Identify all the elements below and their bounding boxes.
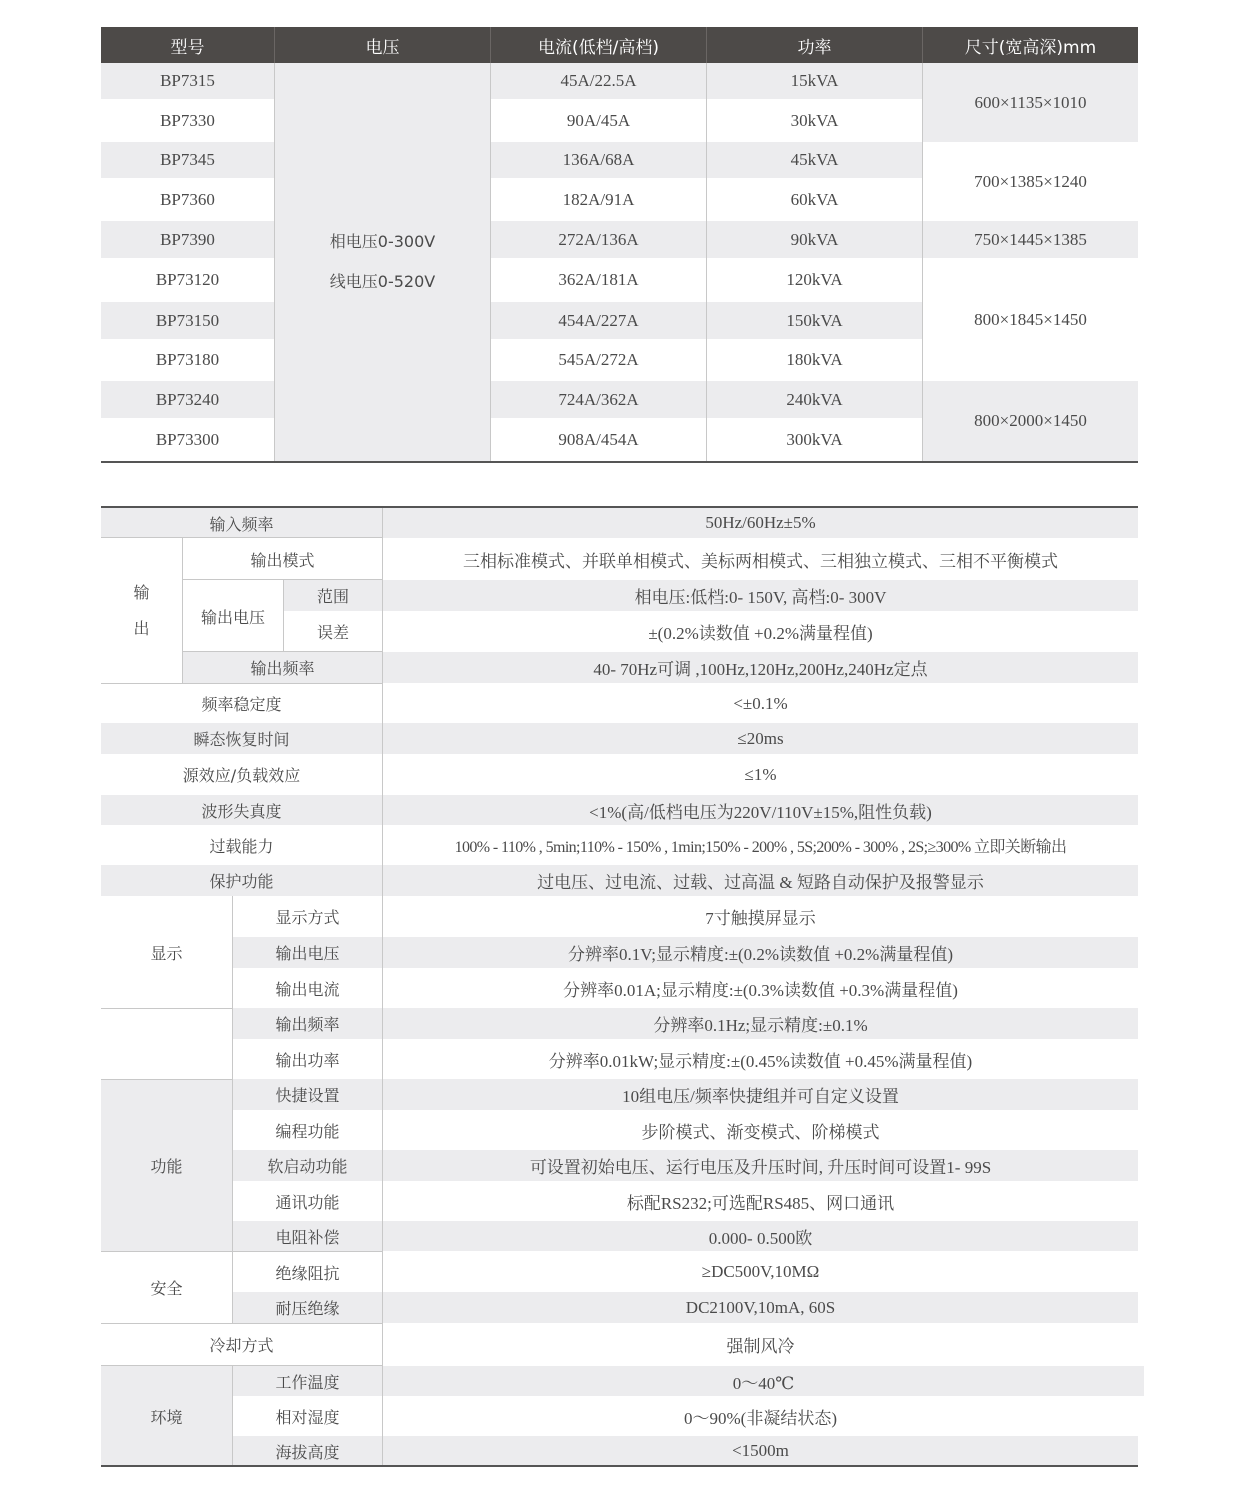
group-environment: 环境 [101,1366,232,1466]
value-range: 相电压:低档:0- 150V, 高档:0- 300V [383,580,1138,611]
header-current: 电流(低档/高档) [491,27,706,63]
group-function: 功能 [101,1079,232,1251]
value-humidity: 0～90%(非凝结状态) [383,1396,1138,1436]
size-cell: 800×1845×1450 [923,258,1138,381]
power-cell: 240kVA [707,381,922,418]
label-display-power: 输出功率 [233,1039,382,1079]
current-cell: 362A/181A [491,258,706,302]
model-cell: BP7390 [101,221,274,258]
size-cell: 800×2000×1450 [923,381,1138,461]
current-cell: 45A/22.5A [491,63,706,99]
model-cell: BP7345 [101,142,274,178]
value-altitude: <1500m [383,1436,1138,1466]
model-cell: BP7360 [101,178,274,221]
value-display-freq: 分辨率0.1Hz;显示精度:±0.1% [383,1008,1138,1039]
label-transient: 瞬态恢复时间 [101,723,382,754]
label-freq-stability: 频率稳定度 [101,684,382,723]
label-thd: 波形失真度 [101,795,382,825]
model-cell: BP73150 [101,302,274,339]
label-error: 误差 [284,611,382,652]
current-cell: 724A/362A [491,381,706,418]
label-display-current: 输出电流 [233,968,382,1008]
group-display-cont [101,1008,232,1079]
model-cell: BP7315 [101,63,274,99]
header-model: 型号 [101,27,274,63]
label-insulation: 绝缘阻抗 [233,1252,382,1292]
current-cell: 272A/136A [491,221,706,258]
phase-voltage: 相电压0-300V [329,232,436,251]
label-soft-start: 软启动功能 [233,1150,382,1181]
value-resistance-comp: 0.000- 0.500欧 [383,1221,1138,1251]
current-cell: 182A/91A [491,178,706,221]
label-cooling: 冷却方式 [101,1324,382,1365]
power-cell: 150kVA [707,302,922,339]
label-display-freq: 输出频率 [233,1008,382,1039]
label-source-load: 源效应/负载效应 [101,754,382,795]
group-output: 输 出 [101,538,182,683]
value-soft-start: 可设置初始电压、运行电压及升压时间, 升压时间可设置1- 99S [383,1150,1138,1181]
header-voltage: 电压 [275,27,490,63]
model-cell: BP73120 [101,258,274,302]
value-protection: 过电压、过电流、过载、过高温 & 短路自动保护及报警显示 [383,865,1138,896]
header-size: 尺寸(宽高深)mm [923,27,1138,63]
model-cell: BP7330 [101,99,274,142]
value-output-mode: 三相标准模式、并联单相模式、美标两相模式、三相独立模式、三相不平衡模式 [383,538,1138,580]
line-voltage: 线电压0-520V [329,272,436,291]
value-quick-set: 10组电压/频率快捷组并可自定义设置 [383,1079,1138,1110]
value-error: ±(0.2%读数值 +0.2%满量程值) [383,611,1138,652]
value-overload: 100% - 110% , 5min;110% - 150% , 1min;150% - 200% , 5S;200% - 300% , 2S;≥300% 立即关断输出 [383,825,1138,865]
voltage-cell [275,63,490,461]
power-cell: 15kVA [707,63,922,99]
label-humidity: 相对湿度 [233,1396,382,1436]
power-cell: 30kVA [707,99,922,142]
label-withstand: 耐压绝缘 [233,1292,382,1323]
value-output-freq: 40- 70Hz可调 ,100Hz,120Hz,200Hz,240Hz定点 [383,652,1138,683]
power-cell: 60kVA [707,178,922,221]
table-bottom-rule [101,461,1138,463]
power-cell: 45kVA [707,142,922,178]
label-operating-temp: 工作温度 [233,1366,382,1396]
model-cell: BP73300 [101,418,274,461]
value-withstand: DC2100V,10mA, 60S [383,1292,1138,1323]
value-source-load: ≤1% [383,754,1138,795]
power-cell: 90kVA [707,221,922,258]
value-display-power: 分辨率0.01kW;显示精度:±(0.45%读数值 +0.45%满量程值) [383,1039,1138,1079]
value-display-current: 分辨率0.01A;显示精度:±(0.3%读数值 +0.3%满量程值) [383,968,1138,1008]
size-cell: 750×1445×1385 [923,221,1138,258]
label-resistance-comp: 电阻补偿 [233,1221,382,1251]
value-thd: <1%(高/低档电压为220V/110V±15%,阻性负载) [383,795,1138,825]
label-display-voltage: 输出电压 [233,937,382,968]
value-communication: 标配RS232;可选配RS485、网口通讯 [383,1181,1138,1221]
size-cell: 700×1385×1240 [923,142,1138,221]
current-cell: 90A/45A [491,99,706,142]
label-output-freq: 输出频率 [183,652,382,683]
value-input-freq: 50Hz/60Hz±5% [383,508,1138,538]
label-input-freq: 输入频率 [101,508,382,538]
current-cell: 908A/454A [491,418,706,461]
label-overload: 过载能力 [101,825,382,865]
label-output-mode: 输出模式 [183,538,382,580]
value-insulation: ≥DC500V,10MΩ [383,1252,1138,1292]
label-output-voltage: 输出电压 [183,580,283,652]
current-cell: 454A/227A [491,302,706,339]
label-quick-set: 快捷设置 [233,1079,382,1110]
value-cooling: 强制风冷 [383,1324,1138,1365]
label-display-mode: 显示方式 [233,896,382,937]
current-cell: 136A/68A [491,142,706,178]
label-programming: 编程功能 [233,1110,382,1150]
header-power: 功率 [707,27,922,63]
power-cell: 300kVA [707,418,922,461]
value-display-voltage: 分辨率0.1V;显示精度:±(0.2%读数值 +0.2%满量程值) [383,937,1138,968]
group-display: 显示 [101,896,232,1008]
power-cell: 120kVA [707,258,922,302]
value-programming: 步阶模式、渐变模式、阶梯模式 [383,1110,1138,1150]
value-transient: ≤20ms [383,723,1138,754]
current-cell: 545A/272A [491,339,706,381]
group-safety: 安全 [101,1252,232,1323]
value-operating-temp: 0～40℃ [383,1366,1144,1396]
value-freq-stability: <±0.1% [383,684,1138,723]
label-protection: 保护功能 [101,865,382,896]
power-cell: 180kVA [707,339,922,381]
value-display-mode: 7寸触摸屏显示 [383,896,1138,937]
label-communication: 通讯功能 [233,1181,382,1221]
label-range: 范围 [284,580,382,611]
model-cell: BP73180 [101,339,274,381]
table-bottom-rule [101,1465,1138,1467]
model-cell: BP73240 [101,381,274,418]
label-altitude: 海拔高度 [233,1436,382,1466]
size-cell: 600×1135×1010 [923,63,1138,142]
